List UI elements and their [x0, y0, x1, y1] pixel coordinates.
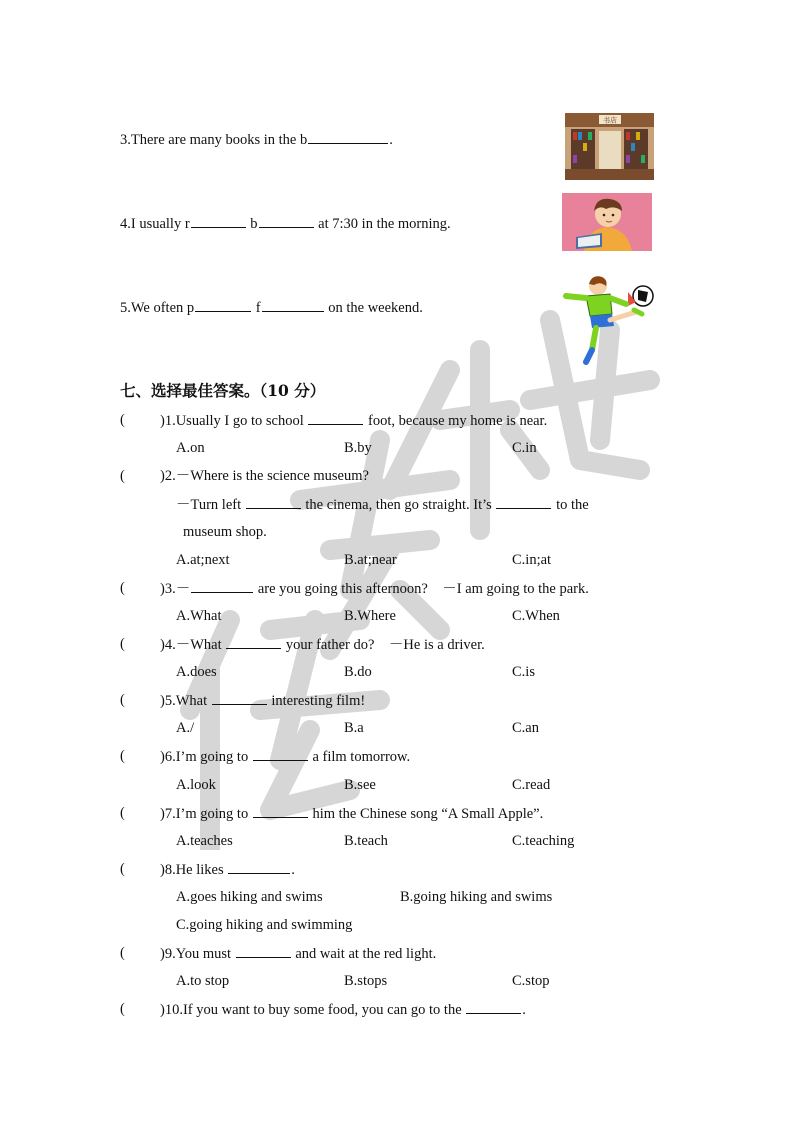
- option-c[interactable]: C.read: [512, 777, 551, 793]
- answer-bracket[interactable]: (: [120, 748, 125, 764]
- question-tail: your father do? －He is a driver.: [282, 637, 485, 653]
- question-row: [0, 803, 793, 823]
- question-text: [160, 859, 295, 880]
- options-row: [0, 662, 793, 682]
- option-b[interactable]: B.teach: [344, 833, 388, 849]
- item-number: 5.: [120, 300, 131, 316]
- answer-bracket[interactable]: (: [120, 945, 125, 961]
- option-c[interactable]: C.an: [512, 720, 539, 736]
- options-row: [0, 550, 793, 570]
- answer-blank[interactable]: [308, 410, 363, 425]
- option-b[interactable]: B.stops: [344, 973, 388, 989]
- question-row: [0, 746, 793, 766]
- bookstore-sign: 书店: [603, 116, 617, 125]
- option-c[interactable]: C.teaching: [512, 833, 575, 849]
- item-text: .: [389, 132, 393, 148]
- question-tail: foot, because my home is near.: [364, 413, 548, 429]
- question-row: [0, 410, 793, 430]
- answer-bracket[interactable]: (: [120, 580, 125, 596]
- answer-bracket[interactable]: (: [120, 412, 125, 428]
- question-tail: the cinema, then go straight. It’s: [301, 497, 492, 513]
- question-text: [160, 578, 589, 599]
- question-text: [160, 746, 410, 767]
- question-text: [160, 690, 365, 711]
- options-row: [0, 438, 793, 458]
- answer-blank[interactable]: [466, 999, 521, 1014]
- question-stem: )10.If you want to buy some food, you can go to the: [160, 1002, 462, 1018]
- option-b[interactable]: B.do: [344, 664, 372, 680]
- answer-blank[interactable]: [308, 129, 388, 144]
- question-row: [0, 943, 793, 963]
- item-text: We often p: [130, 300, 195, 316]
- item-text: f: [252, 300, 261, 316]
- answer-bracket[interactable]: (: [120, 861, 125, 877]
- answer-blank[interactable]: [191, 213, 246, 228]
- answer-bracket[interactable]: (: [120, 468, 125, 484]
- question-tail: interesting film!: [267, 693, 366, 709]
- boy-reading-image: [562, 193, 652, 251]
- answer-bracket[interactable]: (: [120, 692, 125, 708]
- option-a[interactable]: A.on: [176, 440, 205, 456]
- football-player-image: [558, 272, 658, 368]
- answer-blank[interactable]: [228, 859, 290, 874]
- answer-blank[interactable]: [195, 297, 251, 312]
- option-c[interactable]: C.going hiking and swimming: [176, 917, 353, 933]
- question-tail: him the Chinese song “A Small Apple”.: [308, 806, 544, 822]
- answer-blank[interactable]: [262, 297, 324, 312]
- option-a[interactable]: A.to stop: [176, 973, 230, 989]
- item-text: at 7:30 in the morning.: [314, 216, 451, 232]
- question-row: [0, 634, 793, 654]
- question-continuation: [0, 494, 793, 514]
- options-row: [0, 718, 793, 738]
- question-text: [160, 410, 547, 431]
- options-row: [0, 831, 793, 851]
- item-text: I usually r: [130, 216, 190, 232]
- question-tail: and wait at the red light.: [291, 946, 437, 962]
- item-text: There are many books in the b: [130, 132, 308, 148]
- option-b[interactable]: B.Where: [344, 608, 396, 624]
- question-row: [0, 690, 793, 710]
- option-a[interactable]: A./: [176, 720, 195, 736]
- fill-in-item: [120, 213, 451, 234]
- fill-in-item: [120, 129, 393, 150]
- question-tail: to the: [552, 497, 589, 513]
- options-row: [0, 915, 793, 935]
- options-row: [0, 887, 793, 907]
- question-stem: )5.What: [160, 693, 208, 709]
- answer-blank[interactable]: [496, 494, 551, 509]
- answer-blank[interactable]: [212, 690, 267, 705]
- answer-blank[interactable]: [236, 943, 291, 958]
- question-text: )2.－Where is the science museum?: [160, 468, 369, 484]
- question-stem: )7.I’m going to: [160, 806, 249, 822]
- option-c[interactable]: C.in;at: [512, 552, 552, 568]
- question-text: [160, 634, 485, 655]
- option-c[interactable]: C.When: [512, 608, 560, 624]
- question-stem: )8.He likes: [160, 862, 224, 878]
- bookstore-image: [565, 113, 654, 180]
- option-b[interactable]: B.going hiking and swims: [400, 889, 553, 905]
- option-b[interactable]: B.a: [344, 720, 364, 736]
- item-number: 3.: [120, 132, 131, 148]
- option-a[interactable]: A.does: [176, 664, 217, 680]
- item-text: on the weekend.: [324, 300, 423, 316]
- question-text: [176, 494, 589, 515]
- option-a[interactable]: A.at;next: [176, 552, 230, 568]
- options-row: [0, 971, 793, 991]
- question-tail: .: [291, 862, 295, 878]
- option-c[interactable]: C.stop: [512, 973, 550, 989]
- question-stem: )3.－: [160, 581, 191, 597]
- question-tail: a film tomorrow.: [308, 749, 411, 765]
- option-c[interactable]: C.is: [512, 664, 535, 680]
- answer-blank[interactable]: [191, 578, 253, 593]
- options-row: [0, 775, 793, 795]
- question-stem: )4.－What: [160, 637, 222, 653]
- options-row: [0, 606, 793, 626]
- question-stem: )1.Usually I go to school: [160, 413, 304, 429]
- answer-blank[interactable]: [246, 494, 301, 509]
- question-text: [160, 803, 543, 824]
- answer-blank[interactable]: [253, 803, 308, 818]
- question-text: museum shop.: [183, 524, 267, 540]
- answer-bracket[interactable]: (: [120, 636, 125, 652]
- option-a[interactable]: A.What: [176, 608, 222, 624]
- question-stem: )6.I’m going to: [160, 749, 249, 765]
- item-text: b: [246, 216, 258, 232]
- question-row: [0, 578, 793, 598]
- question-stem: )9.You must: [160, 946, 232, 962]
- option-a[interactable]: A.teaches: [176, 833, 233, 849]
- answer-bracket[interactable]: (: [120, 1001, 125, 1017]
- question-row: [0, 999, 793, 1019]
- question-stem: －Turn left: [176, 497, 242, 513]
- answer-blank[interactable]: [259, 213, 314, 228]
- option-c[interactable]: C.in: [512, 440, 537, 456]
- question-continuation: [0, 522, 793, 542]
- option-a[interactable]: A.goes hiking and swims: [176, 889, 323, 905]
- answer-blank[interactable]: [253, 746, 308, 761]
- option-b[interactable]: B.at;near: [344, 552, 397, 568]
- question-tail: are you going this afternoon? －I am going to the park.: [254, 581, 589, 597]
- answer-blank[interactable]: [226, 634, 281, 649]
- fill-in-item: [120, 297, 423, 318]
- item-number: 4.: [120, 216, 131, 232]
- option-a[interactable]: A.look: [176, 777, 216, 793]
- answer-bracket[interactable]: (: [120, 805, 125, 821]
- section-title: 七、选择最佳答案。（10 分）: [120, 381, 326, 400]
- option-b[interactable]: B.by: [344, 440, 372, 456]
- question-text: [160, 999, 526, 1020]
- question-tail: .: [522, 1002, 526, 1018]
- question-text: [160, 943, 436, 964]
- option-b[interactable]: B.see: [344, 777, 376, 793]
- question-row: [0, 466, 793, 486]
- question-row: [0, 859, 793, 879]
